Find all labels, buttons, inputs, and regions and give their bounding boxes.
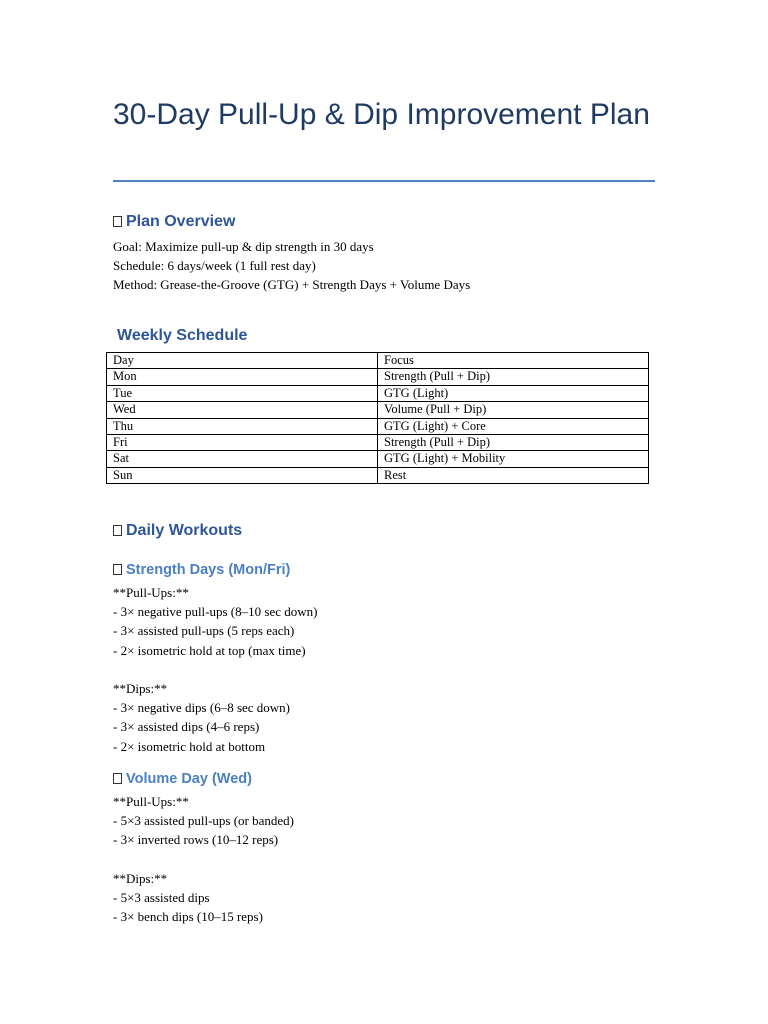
missing-glyph-icon [113, 216, 122, 227]
volume-line: **Dips:** [113, 870, 168, 886]
table-cell-day: Tue [107, 385, 378, 401]
table-row [107, 418, 649, 434]
title-divider [113, 180, 655, 182]
strength-line: - 2× isometric hold at top (max time) [113, 642, 306, 658]
strength-line: **Dips:** [113, 681, 168, 697]
daily-workouts-heading [113, 522, 242, 540]
volume-day-heading-text: Volume Day (Wed) [126, 771, 252, 787]
table-header-focus: Focus [378, 353, 649, 369]
table-row [107, 467, 649, 483]
strength-days-body [113, 583, 317, 756]
volume-spacer [113, 850, 294, 869]
table-row [107, 385, 649, 401]
volume-line: - 3× bench dips (10–15 reps) [113, 909, 263, 925]
strength-days-heading [113, 562, 290, 578]
table-cell-focus: Strength (Pull + Dip) [378, 435, 649, 451]
volume-line: - 5×3 assisted dips [113, 890, 210, 906]
missing-glyph-icon [113, 773, 122, 784]
volume-line: **Pull-Ups:** [113, 794, 189, 809]
table-cell-focus: GTG (Light) + Core [378, 418, 649, 434]
page-title: 30-Day Pull-Up & Dip Improvement Plan [113, 98, 650, 131]
table-cell-day: Sun [107, 467, 378, 483]
weekly-schedule-table [106, 352, 649, 484]
table-header-day: Day [107, 353, 378, 369]
table-row [107, 435, 649, 451]
table-cell-focus: GTG (Light) [378, 385, 649, 401]
strength-days-heading-text: Strength Days (Mon/Fri) [126, 562, 291, 578]
missing-glyph-icon [113, 525, 122, 536]
table-cell-focus: GTG (Light) + Mobility [378, 451, 649, 467]
strength-line: - 3× negative pull-ups (8–10 sec down) [113, 604, 318, 620]
table-header-row [107, 353, 649, 369]
table-cell-day: Sat [107, 451, 378, 467]
overview-goal-line: Goal: Maximize pull-up & dip strength in 30 days [113, 239, 374, 254]
daily-workouts-heading-text: Daily Workouts [126, 522, 243, 539]
strength-line: **Pull-Ups:** [113, 585, 189, 600]
weekly-schedule-heading: Weekly Schedule [117, 327, 248, 344]
strength-line: - 2× isometric hold at bottom [113, 738, 266, 754]
plan-overview-body [113, 237, 470, 295]
overview-schedule-line: Schedule: 6 days/week (1 full rest day) [113, 258, 316, 274]
plan-overview-heading-text: Plan Overview [126, 213, 236, 230]
table-cell-focus: Strength (Pull + Dip) [378, 369, 649, 385]
table-cell-day: Thu [107, 418, 378, 434]
strength-line: - 3× assisted dips (4–6 reps) [113, 719, 260, 735]
volume-line: - 5×3 assisted pull-ups (or banded) [113, 813, 294, 829]
table-row [107, 369, 649, 385]
table-row [107, 402, 649, 418]
table-cell-day: Fri [107, 435, 378, 451]
missing-glyph-icon [113, 564, 122, 575]
plan-overview-heading [113, 213, 235, 231]
volume-line: - 3× inverted rows (10–12 reps) [113, 832, 279, 848]
table-row [107, 451, 649, 467]
volume-day-body [113, 792, 294, 926]
strength-line: - 3× negative dips (6–8 sec down) [113, 700, 291, 716]
table-cell-day: Mon [107, 369, 378, 385]
volume-day-heading [113, 771, 252, 787]
overview-method-line: Method: Grease-the-Groove (GTG) + Strength Days + Volume Days [113, 277, 471, 293]
table-cell-focus: Volume (Pull + Dip) [378, 402, 649, 418]
table-cell-focus: Rest [378, 467, 649, 483]
strength-spacer [113, 660, 317, 679]
strength-line: - 3× assisted pull-ups (5 reps each) [113, 623, 295, 639]
table-cell-day: Wed [107, 402, 378, 418]
